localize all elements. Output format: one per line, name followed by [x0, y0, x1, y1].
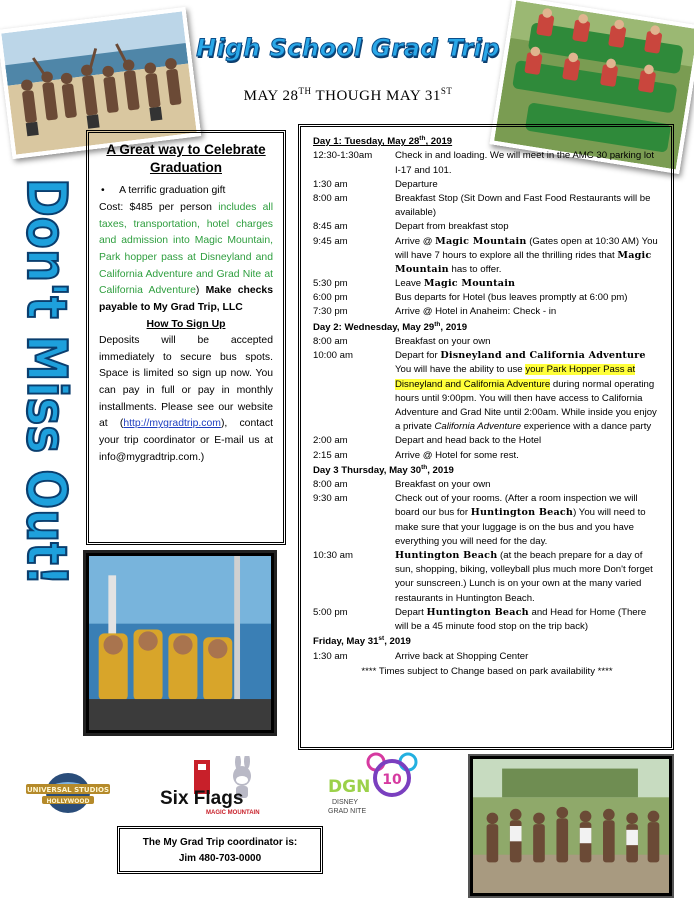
gift-bullet [99, 183, 273, 200]
itinerary-item [313, 349, 661, 434]
dgn-disney: DISNEY [332, 799, 359, 806]
event-text: during normal operating hours until 9:00pm. You will then have access to California Adventure and Grad Nite until 2:00am. While inside you enjoy a private [395, 378, 657, 433]
event-text: has to offer. [448, 263, 502, 275]
itinerary-item [313, 305, 661, 319]
coaster-ride-photo [86, 553, 274, 733]
itinerary-item [313, 492, 661, 549]
dgn-grad-nite: GRAD NITE [328, 808, 367, 815]
itinerary-item [313, 235, 661, 278]
times-subject-note: **** Times subject to Change based on park availability **** [361, 665, 613, 677]
cost-paragraph [99, 200, 273, 316]
signup-paragraph [99, 333, 273, 466]
dgn-anniversary: 10 [382, 772, 402, 788]
date-start: MAY 28 [243, 88, 299, 104]
page-title: High School Grad Trip [196, 34, 500, 62]
day2-heading [313, 320, 661, 335]
six-flags-text: Six Flags [160, 788, 244, 809]
dont-miss-out-text: Don't Miss Out! [15, 178, 76, 592]
itinerary-item [313, 291, 661, 305]
huntington-beach-name: Huntington Beach [395, 550, 498, 561]
itinerary-item [313, 650, 661, 664]
day4-sup: st [378, 635, 385, 643]
event-desc: Breakfast on your own [395, 479, 491, 491]
event-text: (at the beach prepare for a day of sun, shopping, biking, volleyball plus much more Don't forget your sunscreen.) Lunch is on your own at the many varied restaurants in Huntington Beach. [395, 550, 653, 604]
event-time: 1:30 am [313, 650, 348, 662]
event-text: Check out of your rooms. (After a room inspection we will board our bus for [395, 493, 638, 519]
event-time: 9:30 am [313, 493, 348, 505]
bullet-dot: • [101, 185, 120, 197]
make-checks-text: Make checks payable to My Grad Trip, LLC [99, 285, 273, 313]
itinerary-item [313, 606, 661, 634]
event-desc [395, 277, 661, 291]
event-time: 8:00 am [313, 192, 348, 204]
event-desc [395, 549, 661, 606]
california-adventure-name: California Adventure [434, 421, 522, 433]
event-desc: Breakfast Stop (Sit Down and Fast Food Restaurants will be available) [395, 192, 651, 219]
day1-label: Day 1: Tuesday, May 28 [313, 136, 420, 148]
itinerary-item [313, 549, 661, 606]
deposits-text: Deposits will be accepted immediately to secure bus spots. Space is limited so sign up now. You can pay in full or pay in monthly installments. Please see our website at ( [99, 335, 273, 430]
event-time: 7:30 pm [313, 306, 348, 318]
itinerary-item [313, 277, 661, 291]
universal-studios-logo [22, 770, 114, 816]
day1-year: , 2019 [425, 136, 453, 148]
day1-heading [313, 134, 661, 149]
magic-mountain-sub: MAGIC MOUNTAIN [206, 810, 260, 816]
event-time: 2:15 am [313, 449, 348, 461]
event-text: experience with a dance party [521, 421, 652, 433]
day2-label: Day 2: Wednesday, May 29 [313, 321, 435, 333]
day2-sup: th [434, 320, 441, 328]
event-time: 8:00 am [313, 479, 348, 491]
disneyland-name: Disneyland and California Adventure [440, 350, 646, 362]
day4-heading [313, 634, 661, 649]
day3-heading [313, 463, 661, 478]
itinerary-item [313, 335, 661, 349]
event-desc [395, 606, 661, 634]
event-time: 5:30 pm [313, 278, 348, 290]
event-time: 12:30-1:30am [313, 150, 373, 162]
day2-year: , 2019 [440, 321, 468, 333]
event-desc: Arrive @ Hotel in Anaheim: Check - in [395, 306, 557, 318]
itinerary-box [298, 124, 674, 750]
event-desc: Breakfast on your own [395, 336, 491, 347]
day3-sup: th [421, 463, 428, 471]
event-text: You will have the ability to use [395, 364, 526, 376]
cost-close: ) [195, 285, 206, 297]
event-desc [395, 349, 661, 434]
event-desc: Check in and loading. We will meet in the AMC 30 parking lot I-17 and 101. [395, 150, 654, 176]
day3-year: , 2019 [427, 464, 454, 476]
contact-text: ), contact your trip coordinator or E-mail us at info@mygradtrip.com.) [99, 418, 273, 463]
info-heading: A Great way to Celebrate Graduation [106, 142, 266, 176]
event-time: 9:45 am [313, 235, 348, 247]
six-flags-logo [156, 756, 266, 818]
day4-label: Friday, May 31 [313, 636, 379, 648]
date-end-suffix: ST [440, 86, 453, 96]
event-desc: Depart from breakfast stop [395, 221, 509, 233]
event-text: (Gates open at 10:30 AM) You will have 7 hours to explore all the thrilling rides that [395, 235, 658, 261]
event-text: ) You will need to make sure that your luggage is on the bus and you have everything you will need for the day. [395, 507, 646, 547]
event-time: 8:45 am [313, 221, 348, 233]
magic-mountain-name: Magic Mountain [423, 278, 516, 290]
event-text: Arrive @ [395, 235, 436, 247]
dont-miss-out-banner [10, 172, 76, 592]
date-range [200, 86, 496, 105]
date-mid: THOUGH MAY 31 [311, 88, 441, 104]
itinerary-item [313, 478, 661, 492]
coordinator-line1: The My Grad Trip coordinator is: [142, 837, 298, 848]
event-text: and Head for Home (There will be a 45 minute food stop on the trip back) [395, 606, 647, 632]
itinerary-item [313, 434, 661, 448]
itinerary-item [313, 178, 661, 192]
event-desc: Departure [395, 178, 438, 190]
universal-line2: HOLLYWOOD [46, 798, 90, 805]
magic-mountain-name: Magic Mountain [435, 235, 527, 247]
event-desc: Arrive @ Hotel for some rest. [395, 449, 519, 461]
park-hopper-highlight: your Park Hopper Pass at Disneyland and California Adventure [395, 364, 636, 390]
date-start-suffix: TH [298, 86, 312, 96]
itinerary-item [313, 149, 661, 177]
magic-mountain-name: Magic Mountain [395, 249, 652, 275]
event-text: Depart for [395, 350, 441, 362]
event-text: Leave [395, 278, 424, 290]
cost-includes: includes all taxes, transportation, hotel charges and admission into Magic Mountain, Park hopper pass at Disneyland and California Adventure and Grad Nite at California Adventure [99, 202, 274, 297]
event-time: 1:30 am [313, 178, 348, 190]
event-desc: Arrive back at Shopping Center [395, 650, 529, 662]
itinerary-item [313, 449, 661, 463]
event-text: Depart [395, 606, 427, 618]
day3-label: Day 3 Thursday, May 30 [313, 464, 422, 476]
itinerary-item [313, 220, 661, 234]
event-desc [395, 235, 661, 278]
day1-sup: th [419, 135, 426, 142]
coordinator-phone: Jim 480-703-0000 [178, 853, 262, 864]
how-to-sign-up-heading: How To Sign Up [146, 318, 226, 330]
gift-bullet-text: A terrific graduation gift [119, 185, 226, 197]
huntington-beach-name: Huntington Beach [426, 606, 529, 618]
event-desc: Bus departs for Hotel (bus leaves promptly at 6:00 pm) [395, 292, 628, 304]
universal-line1: UNIVERSAL STUDIOS [26, 786, 110, 794]
itinerary-item [313, 192, 661, 220]
event-time: 2:00 am [313, 435, 348, 447]
huntington-beach-name: Huntington Beach [470, 507, 574, 519]
event-time: 10:30 am [313, 550, 354, 561]
event-time: 8:00 am [313, 336, 348, 347]
event-time: 10:00 am [313, 350, 354, 362]
cost-label: Cost: $485 per person [99, 202, 219, 214]
event-time: 5:00 pm [313, 606, 348, 618]
graduation-info-box [86, 130, 286, 545]
event-desc [395, 492, 661, 549]
disney-grad-nite-logo [324, 752, 424, 816]
website-link[interactable]: http://mygradtrip.com [123, 418, 221, 430]
event-desc: Depart and head back to the Hotel [395, 435, 542, 447]
coordinator-box [117, 826, 323, 874]
dgn-text: DGN [328, 777, 371, 797]
day4-year: , 2019 [384, 636, 411, 648]
event-time: 6:00 pm [313, 292, 348, 304]
group-at-park-photo [470, 756, 672, 896]
